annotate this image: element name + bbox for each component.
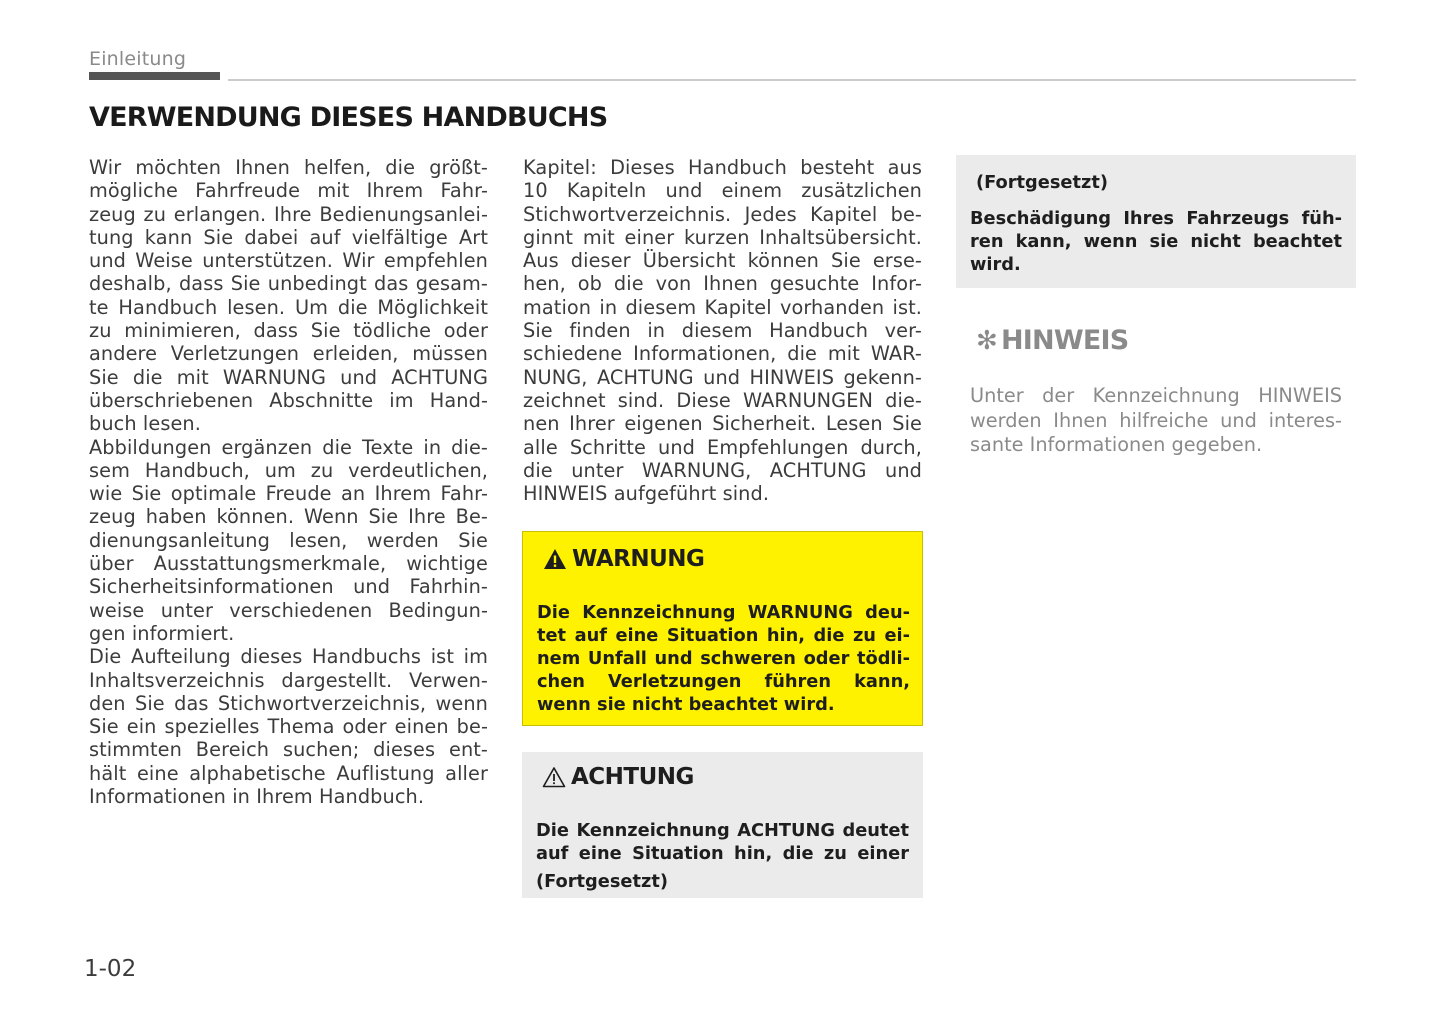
note-heading xyxy=(976,325,1128,356)
text-line: schiedene Informationen, die mit WAR- xyxy=(523,342,922,366)
caution-heading xyxy=(542,764,694,790)
text-line: Kapitel: Dieses Handbuch besteht aus xyxy=(523,156,922,179)
continued-box xyxy=(956,155,1356,288)
text-line: Stichwortverzeichnis. Jedes Kapitel be- xyxy=(523,202,922,226)
text-line: Sie die mit WARNUNG und ACHTUNG xyxy=(89,365,488,389)
warning-text-line: wenn sie nicht beachtet wird. xyxy=(537,694,835,715)
continued-label: (Fortgesetzt) xyxy=(536,871,668,892)
body-column-1 xyxy=(89,156,488,808)
text-line: gen informiert. xyxy=(89,621,235,645)
text-line: te Handbuch lesen. Um die Möglichkeit xyxy=(89,295,488,319)
note-heading-text: HINWEIS xyxy=(1001,325,1129,356)
caution-text xyxy=(536,819,909,865)
note-text-line: werden Ihnen hilfreiche und interes- xyxy=(970,408,1342,432)
page-title: VERWENDUNG DIESES HANDBUCHS xyxy=(89,102,608,133)
text-line: sem Handbuch, um zu verdeutlichen, xyxy=(89,458,488,482)
warning-text-line: chen Verletzungen führen kann, xyxy=(537,671,910,692)
asterisk-icon: ✻ xyxy=(976,325,997,356)
text-line: HINWEIS aufgeführt sind. xyxy=(523,482,770,506)
text-line: weise unter verschiedenen Bedingun- xyxy=(89,598,488,622)
text-line: 10 Kapiteln und einem zusätzlichen xyxy=(523,179,922,203)
warning-heading xyxy=(543,546,704,572)
warning-text xyxy=(537,601,910,716)
continued-text-line: ren kann, wenn sie nicht beachtet xyxy=(970,231,1342,252)
text-line: ginnt mit einer kurzen Inhaltsübersicht. xyxy=(523,225,922,249)
text-line: Inhaltsverzeichnis dargestellt. Verwen- xyxy=(89,668,488,692)
continued-text xyxy=(970,207,1342,276)
text-line: die unter WARNUNG, ACHTUNG und xyxy=(523,458,922,482)
text-line: Sie finden in diesem Handbuch ver- xyxy=(523,319,922,343)
caution-icon xyxy=(542,766,566,788)
note-text-line: Unter der Kennzeichnung HINWEIS xyxy=(970,384,1342,407)
text-line: mögliche Fahrfreude mit Ihrem Fahr- xyxy=(89,179,488,203)
text-line: andere Verletzungen erleiden, müssen xyxy=(89,342,488,366)
text-line: nen Ihrer eigenen Sicherheit. Lesen Sie xyxy=(523,412,922,436)
continued-heading: (Fortgesetzt) xyxy=(976,172,1108,193)
text-line: und Weise unterstützen. Wir empfehlen xyxy=(89,249,488,273)
body-column-2 xyxy=(523,156,922,505)
warning-text-line: Die Kennzeichnung WARNUNG deu- xyxy=(537,602,910,623)
text-line: mation in diesem Kapitel vorhanden ist. xyxy=(523,295,922,319)
text-line: NUNG, ACHTUNG und HINWEIS gekenn- xyxy=(523,365,922,389)
text-line: hen, ob die von Ihnen gesuchte Infor- xyxy=(523,272,922,296)
continued-text-line: wird. xyxy=(970,254,1021,275)
text-line: dienungsanleitung lesen, werden Sie xyxy=(89,528,488,552)
warning-icon xyxy=(543,548,567,570)
text-line: Sicherheitsinformationen und Fahrhin- xyxy=(89,575,488,599)
text-line: zeug zu erlangen. Ihre Bedienungsanlei- xyxy=(89,202,488,226)
text-line: den Sie das Stichwortverzeichnis, wenn xyxy=(89,691,488,715)
warning-heading-text: WARNUNG xyxy=(572,546,705,572)
caution-text-line: auf eine Situation hin, die zu einer xyxy=(536,843,909,864)
text-line: Informationen in Ihrem Handbuch. xyxy=(89,785,425,809)
text-line: zeug haben können. Wenn Sie Ihre Be- xyxy=(89,505,488,529)
note-text xyxy=(970,384,1342,458)
text-line: Wir möchten Ihnen helfen, die größt- xyxy=(89,156,488,179)
text-line: alle Schritte und Empfehlungen durch, xyxy=(523,435,922,459)
caution-heading-text: ACHTUNG xyxy=(571,764,694,790)
caution-box xyxy=(522,752,923,898)
section-label-bar xyxy=(89,72,220,80)
text-line: deshalb, dass Sie unbedingt das gesam- xyxy=(89,272,488,296)
text-line: zeichnet sind. Diese WARNUNGEN die- xyxy=(523,388,922,412)
text-line: über Ausstattungsmerkmale, wichtige xyxy=(89,552,488,576)
warning-text-line: nem Unfall und schweren oder tödli- xyxy=(537,648,910,669)
page-number: 1-02 xyxy=(84,956,137,982)
section-label: Einleitung xyxy=(89,48,187,70)
note-text-line: sante Informationen gegeben. xyxy=(970,433,1263,456)
text-line: buch lesen. xyxy=(89,412,201,436)
caution-text-line: Die Kennzeichnung ACHTUNG deutet xyxy=(536,820,909,841)
header-divider xyxy=(228,79,1356,81)
text-line: Abbildungen ergänzen die Texte in die- xyxy=(89,435,488,459)
text-line: wie Sie optimale Freude an Ihrem Fahr- xyxy=(89,482,488,506)
text-line: Sie ein spezielles Thema oder einen be- xyxy=(89,715,488,739)
warning-text-line: tet auf eine Situation hin, die zu ei- xyxy=(537,625,910,646)
text-line: zu minimieren, dass Sie tödliche oder xyxy=(89,319,488,343)
text-line: hält eine alphabetische Auflistung aller xyxy=(89,761,488,785)
text-line: tung kann Sie dabei auf vielfältige Art xyxy=(89,225,488,249)
text-line: Aus dieser Übersicht können Sie erse- xyxy=(523,249,922,273)
warning-box xyxy=(522,531,923,726)
continued-text-line: Beschädigung Ihres Fahrzeugs füh- xyxy=(970,208,1342,229)
text-line: Die Aufteilung dieses Handbuchs ist im xyxy=(89,645,488,669)
text-line: stimmten Bereich suchen; dieses ent- xyxy=(89,738,488,762)
text-line: überschriebenen Abschnitte im Hand- xyxy=(89,388,488,412)
